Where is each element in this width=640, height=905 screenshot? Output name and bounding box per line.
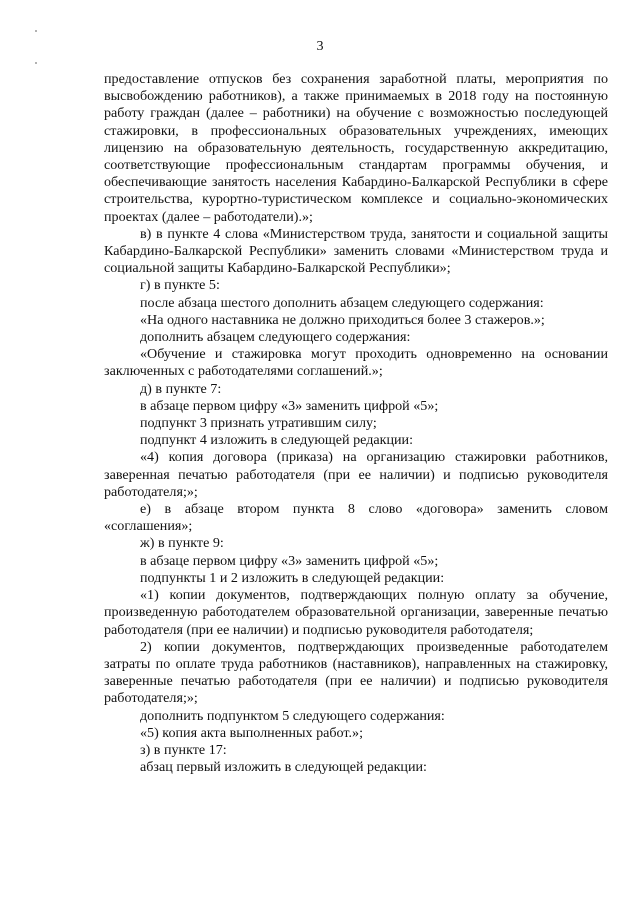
paragraph: в абзаце первом цифру «3» заменить цифрой «5»;: [140, 552, 439, 569]
paragraph: «5) копия акта выполненных работ.»;: [140, 724, 364, 741]
paragraph: подпункт 3 признать утратившим силу;: [140, 415, 377, 432]
paragraph: дополнить абзацем следующего содержания:: [140, 329, 411, 346]
paragraph: подпункты 1 и 2 изложить в следующей редакции:: [140, 569, 445, 586]
paragraph: дополнить подпунктом 5 следующего содержания:: [140, 707, 445, 724]
paragraph-item-zh: ж) в пункте 9:: [140, 535, 224, 552]
paragraph: «На одного наставника не должно приходиться более 3 стажеров.»;: [140, 311, 545, 328]
paragraph: подпункт 4 изложить в следующей редакции:: [140, 432, 414, 449]
paragraph: в абзаце первом цифру «3» заменить цифрой «5»;: [140, 397, 439, 414]
paragraph: «1) копии документов, подтверждающих полную оплату за обучение, произведенную работодателем образовательной организации, заверенные печатью работодателя (при ее наличии) и подписью руководителя работодателя;: [104, 587, 608, 638]
paragraph: 2) копии документов, подтверждающих произведенные работодателем затраты по оплате труда работников (наставников), направленных на стажировку, заверенные печатью работодателя (при ее наличии) и подписью руководителя работодателя;»;: [104, 638, 608, 707]
paragraph-item-e: е) в абзаце втором пункта 8 слово «договора» заменить словом «соглашения»;: [104, 501, 608, 535]
paragraph: абзац первый изложить в следующей редакции:: [140, 759, 427, 776]
paragraph-item-v: в) в пункте 4 слова «Министерством труда, занятости и социальной защиты Кабардино-Балкарской Республики» заменить словами «Министерством труда и социальной защиты Кабардино-Балкарской Республики»;: [104, 225, 608, 277]
paragraph: после абзаца шестого дополнить абзацем следующего содержания:: [140, 294, 544, 311]
page-number: 3: [316, 38, 324, 54]
paragraph: «4) копия договора (приказа) на организацию стажировки работников, заверенная печатью работодателя (при ее наличии) и подписью руководителя работодателя;»;: [104, 449, 608, 500]
paragraph-item-g: г) в пункте 5:: [140, 277, 220, 294]
paragraph-item-d: д) в пункте 7:: [140, 380, 222, 397]
paragraph-item-z: з) в пункте 17:: [140, 741, 227, 758]
scan-speck: [35, 62, 37, 64]
paragraph-continuation: предоставление отпусков без сохранения заработной платы, мероприятия по высвобождению работников), а также принимаемых в 2018 году на постоянную работу граждан (далее – работники) на обучение с возможностью последующей стажировки, в профессиональных образовательных учреждениях, имеющих лицензию на образовательную деятельность, государственную аккредитацию, соответствующие профессиональным стандартам программы обучения, и обеспечивающие занятость населения Кабардино-Балкарской Республики в сфере строительства, курортно-туристическом комплексе и социально-экономических проектах (далее – работодатели).»;: [104, 71, 608, 225]
paragraph: «Обучение и стажировка могут проходить одновременно на основании заключенных с работодателями соглашений.»;: [104, 346, 608, 380]
document-body: [104, 71, 608, 776]
scan-speck: [35, 30, 37, 32]
